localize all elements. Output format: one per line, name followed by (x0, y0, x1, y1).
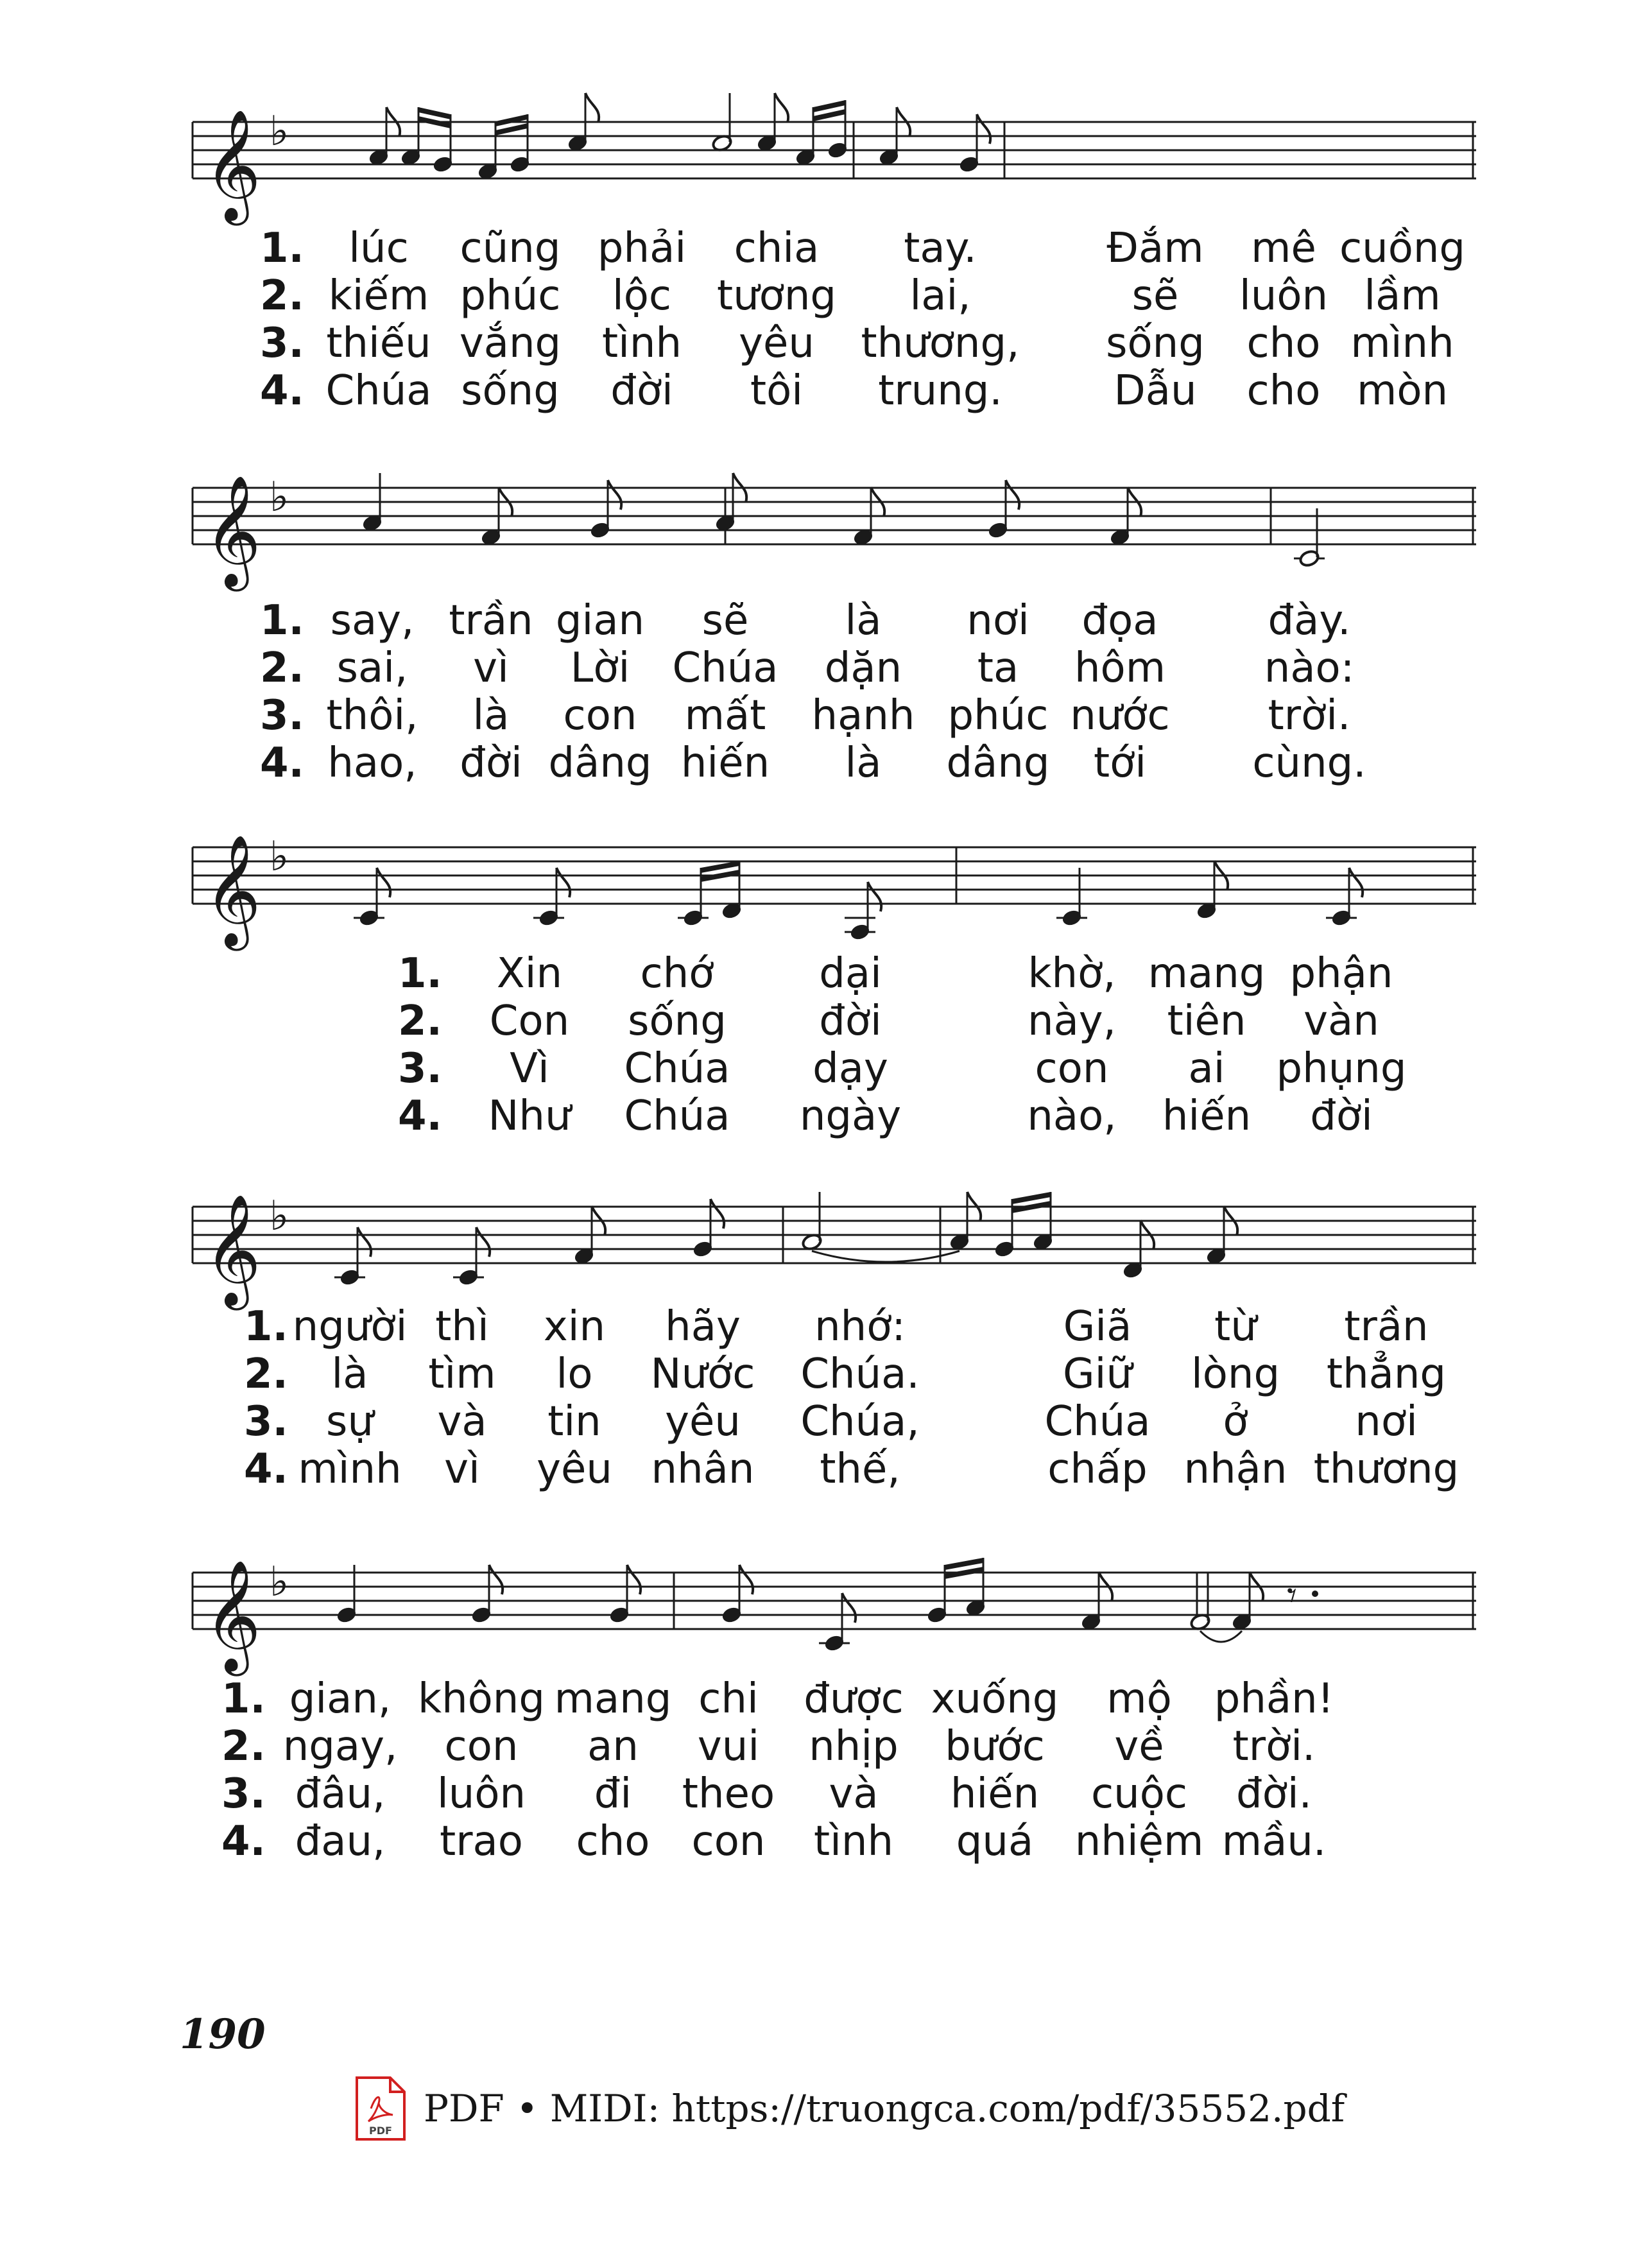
verse-line-2 (0, 644, 1652, 692)
verse-number: 4. (260, 739, 304, 787)
verse-number: 4. (221, 1818, 266, 1865)
lyric-syllable: sống (628, 997, 727, 1045)
lyric-syllable: mang (554, 1675, 672, 1723)
lyric-syllable: hao, (327, 739, 417, 787)
beam (1012, 1192, 1051, 1213)
footer-text: PDF • MIDI: https://truongca.com/pdf/35552.pdf (424, 2087, 1345, 2130)
lyric-syllable: lòng (1191, 1350, 1280, 1398)
lyric-syllable: mình (1350, 320, 1454, 367)
lyric-syllable: Vì (510, 1045, 549, 1092)
lyric-syllable: phần! (1214, 1675, 1334, 1723)
lyric-syllable: con (563, 692, 637, 739)
tie (812, 1251, 959, 1262)
lyric-syllable: an (587, 1723, 639, 1770)
treble-clef-icon: 𝄞 (204, 834, 261, 946)
lyric-syllable: yêu (739, 320, 814, 367)
lyric-syllable: đâu, (295, 1770, 386, 1818)
verse-line-4 (0, 1445, 1652, 1493)
lyric-syllable: Con (489, 997, 570, 1045)
verse-line-4 (0, 739, 1652, 787)
lyric-syllable: tay. (904, 225, 977, 272)
lyric-syllable: và (829, 1770, 879, 1818)
lyric-syllable: Giã (1063, 1303, 1132, 1350)
lyric-syllable: đọa (1081, 597, 1158, 644)
lyric-syllable: Xin (496, 950, 563, 997)
lyric-syllable: yêu (665, 1398, 741, 1445)
verse-number: 2. (398, 997, 442, 1045)
lyric-syllable: Chúa. (800, 1350, 920, 1398)
verse-number: 3. (260, 692, 304, 739)
lyric-syllable: quá (956, 1818, 1034, 1865)
lyric-syllable: tôi (750, 367, 804, 415)
verse-number: 4. (398, 1092, 442, 1140)
lyric-syllable: Như (488, 1092, 571, 1140)
lyric-syllable: tình (814, 1818, 893, 1865)
lyric-syllable: tìm (428, 1350, 496, 1398)
lyric-syllable: này, (1028, 997, 1116, 1045)
lyric-syllable: thế, (820, 1445, 900, 1493)
lyric-syllable: theo (682, 1770, 775, 1818)
treble-clef-icon: 𝄞 (204, 475, 261, 587)
lyric-syllable: ta (977, 644, 1019, 692)
lyric-syllable: chi (698, 1675, 759, 1723)
beam (418, 107, 451, 128)
lyric-syllable: cuồng (1339, 225, 1466, 272)
lyric-syllable: ai (1188, 1045, 1225, 1092)
lyric-syllable: thiếu (326, 320, 431, 367)
verse-number: 3. (221, 1770, 266, 1818)
lyric-syllable: người (292, 1303, 408, 1350)
lyric-syllable: trao (440, 1818, 523, 1865)
lyric-syllable: sống (1106, 320, 1205, 367)
lyric-syllable: Đắm (1106, 225, 1204, 272)
note (1056, 868, 1087, 927)
lyric-syllable: và (437, 1398, 487, 1445)
lyric-syllable: sự (326, 1398, 374, 1445)
lyric-syllable: mê (1251, 225, 1316, 272)
note (994, 1199, 1015, 1259)
flat-key-signature-icon: ♭ (270, 1193, 289, 1240)
lyric-syllable: lầm (1364, 272, 1441, 320)
verse-number: 1. (398, 950, 442, 997)
lyric-syllable: cho (1246, 367, 1321, 415)
verse-line-2 (0, 1350, 1652, 1398)
lyric-syllable: chia (734, 225, 820, 272)
verse-line-1 (0, 950, 1652, 997)
flat-key-signature-icon: ♭ (270, 108, 289, 155)
flat-key-signature-icon: ♭ (270, 833, 289, 881)
lyric-syllable: đời (610, 367, 673, 415)
verse-line-1 (0, 1675, 1652, 1723)
lyric-syllable: con (691, 1818, 766, 1865)
note (1326, 868, 1363, 927)
lyric-syllable: là (472, 692, 510, 739)
lyric-syllable: vì (444, 1445, 480, 1493)
lyric-syllable: Lời (570, 644, 630, 692)
lyric-syllable: hiến (680, 739, 770, 787)
lyric-syllable: cho (576, 1818, 650, 1865)
verse-line-3 (0, 1045, 1652, 1092)
lyric-syllable: luôn (436, 1770, 526, 1818)
lyric-syllable: say, (330, 597, 415, 644)
tie (1200, 1631, 1242, 1642)
verse-line-4 (0, 367, 1652, 415)
note (827, 100, 848, 160)
lyric-syllable: thẳng (1326, 1350, 1447, 1398)
note (1294, 508, 1325, 568)
lyric-syllable: hiến (950, 1770, 1040, 1818)
lyric-syllable: mầu. (1221, 1818, 1327, 1865)
lyric-syllable: lộc (612, 272, 672, 320)
lyric-syllable: đày. (1268, 597, 1351, 644)
lyric-syllable: lo (556, 1350, 593, 1398)
beam (945, 1558, 983, 1579)
lyric-syllable: Dẫu (1114, 367, 1197, 415)
lyric-syllable: dại (819, 950, 882, 997)
lyric-syllable: gian (555, 597, 645, 644)
verse-number: 2. (244, 1350, 288, 1398)
lyric-syllable: không (418, 1675, 545, 1723)
flat-key-signature-icon: ♭ (270, 474, 289, 521)
lyric-syllable: lúc (348, 225, 409, 272)
lyric-syllable: thương (1313, 1445, 1459, 1493)
page-number: 190 (180, 2010, 266, 2058)
lyric-syllable: phải (597, 225, 687, 272)
lyric-syllable: tình (602, 320, 682, 367)
lyric-syllable: gian, (289, 1675, 391, 1723)
beam (701, 861, 739, 882)
lyric-syllable: sai, (336, 644, 408, 692)
lyric-syllable: nhớ: (814, 1303, 906, 1350)
lyric-syllable: hãy (665, 1303, 741, 1350)
lyric-syllable: thì (435, 1303, 489, 1350)
lyric-syllable: nhiệm (1074, 1818, 1204, 1865)
lyric-syllable: ở (1223, 1398, 1248, 1445)
verse-number: 2. (260, 272, 304, 320)
treble-clef-icon: 𝄞 (204, 1560, 261, 1671)
lyric-syllable: sẽ (701, 597, 749, 644)
verse-line-3 (0, 320, 1652, 367)
lyric-syllable: là (845, 739, 882, 787)
rest-dot (1312, 1591, 1318, 1597)
lyric-syllable: vui (697, 1723, 760, 1770)
lyric-syllable: Chúa (624, 1092, 730, 1140)
lyric-syllable: về (1114, 1723, 1164, 1770)
lyric-syllable: vắng (459, 320, 562, 367)
lyric-syllable: tin (547, 1398, 601, 1445)
lyric-syllable: hôm (1074, 644, 1166, 692)
lyric-syllable: thôi, (326, 692, 418, 739)
lyric-syllable: trần (1344, 1303, 1429, 1350)
eighth-rest-icon: 𝄾 (1287, 1573, 1297, 1618)
lyric-syllable: chấp (1047, 1445, 1148, 1493)
lyric-syllable: phúc (947, 692, 1049, 739)
lyric-syllable: đời (819, 997, 882, 1045)
lyric-syllable: trung. (878, 367, 1002, 415)
lyric-syllable: cùng. (1252, 739, 1366, 787)
note (845, 882, 881, 942)
verse-number: 1. (221, 1675, 266, 1723)
footer-link[interactable] (353, 2073, 1345, 2144)
lyric-syllable: Giữ (1063, 1350, 1132, 1398)
lyric-syllable: đi (594, 1770, 632, 1818)
lyric-syllable: phúc (460, 272, 561, 320)
verse-number: 1. (244, 1303, 288, 1350)
beam (495, 114, 528, 135)
verse-line-3 (0, 1398, 1652, 1445)
lyric-syllable: xuống (931, 1675, 1059, 1723)
lyric-syllable: trời. (1232, 1723, 1316, 1770)
lyric-syllable: trần (449, 597, 533, 644)
lyric-syllable: ngay, (282, 1723, 398, 1770)
lyric-syllable: dặn (824, 644, 902, 692)
lyric-syllable: nhịp (809, 1723, 899, 1770)
lyric-syllable: nhận (1183, 1445, 1287, 1493)
verse-line-2 (0, 272, 1652, 320)
lyric-syllable: cho (1246, 320, 1321, 367)
verse-line-1 (0, 225, 1652, 272)
lyric-syllable: lai, (909, 272, 971, 320)
note (334, 1227, 371, 1287)
lyric-syllable: nơi (967, 597, 1029, 644)
lyric-syllable: mất (684, 692, 766, 739)
flat-key-signature-icon: ♭ (270, 1558, 289, 1606)
lyric-syllable: phụng (1276, 1045, 1407, 1092)
lyric-syllable: đời (460, 739, 522, 787)
lyric-syllable: khờ, (1028, 950, 1116, 997)
lyric-syllable: dạy (813, 1045, 888, 1092)
lyric-syllable: con (1035, 1045, 1109, 1092)
lyric-syllable: xin (543, 1303, 606, 1350)
pdf-file-icon (353, 2075, 407, 2142)
lyric-syllable: thương, (861, 320, 1020, 367)
verse-number: 4. (244, 1445, 288, 1493)
treble-clef-icon: 𝄞 (204, 109, 261, 221)
lyric-syllable: mang (1148, 950, 1266, 997)
lyric-syllable: cuộc (1090, 1770, 1188, 1818)
staff (0, 77, 1652, 244)
beam (813, 100, 845, 121)
lyric-syllable: dâng (548, 739, 652, 787)
lyric-syllable: đời (1310, 1092, 1373, 1140)
lyric-syllable: nơi (1355, 1398, 1418, 1445)
verse-line-3 (0, 1770, 1652, 1818)
note (453, 1227, 490, 1287)
lyric-syllable: luôn (1239, 272, 1329, 320)
lyric-syllable: đời. (1236, 1770, 1312, 1818)
lyric-syllable: nào, (1027, 1092, 1117, 1140)
lyric-syllable: sống (461, 367, 560, 415)
lyric-syllable: nào: (1264, 644, 1355, 692)
lyric-syllable: Chúa (1044, 1398, 1151, 1445)
staff (0, 1528, 1652, 1695)
verse-number: 3. (260, 320, 304, 367)
verse-number: 3. (398, 1045, 442, 1092)
lyric-syllable: từ (1214, 1303, 1257, 1350)
note (336, 1565, 357, 1625)
lyric-syllable: vàn (1304, 997, 1379, 1045)
verse-line-1 (0, 1303, 1652, 1350)
verse-number: 2. (260, 644, 304, 692)
lyric-syllable: vì (473, 644, 509, 692)
lyric-syllable: trời. (1268, 692, 1351, 739)
lyric-syllable: yêu (537, 1445, 612, 1493)
lyric-syllable: mộ (1106, 1675, 1172, 1723)
lyric-syllable: được (804, 1675, 904, 1723)
verse-line-4 (0, 1092, 1652, 1140)
treble-clef-icon: 𝄞 (204, 1194, 261, 1306)
lyric-syllable: cũng (460, 225, 561, 272)
lyric-syllable: Chúa (624, 1045, 730, 1092)
verse-line-4 (0, 1818, 1652, 1865)
lyric-syllable: Nước (650, 1350, 755, 1398)
lyric-syllable: sẽ (1131, 272, 1179, 320)
lyric-syllable: bước (945, 1723, 1045, 1770)
lyric-syllable: chớ (640, 950, 714, 997)
verse-number: 1. (260, 597, 304, 644)
lyric-syllable: tới (1093, 739, 1147, 787)
verse-line-1 (0, 597, 1652, 644)
note (533, 868, 570, 927)
note (819, 1593, 856, 1653)
lyric-syllable: nước (1070, 692, 1170, 739)
lyric-syllable: mình (298, 1445, 402, 1493)
verse-line-2 (0, 997, 1652, 1045)
lyric-syllable: hạnh (811, 692, 915, 739)
verse-number: 4. (260, 367, 304, 415)
lyric-syllable: Chúa (672, 644, 779, 692)
lyric-syllable: phận (1289, 950, 1393, 997)
lyric-syllable: tiên (1167, 997, 1246, 1045)
lyric-syllable: hiến (1162, 1092, 1252, 1140)
lyric-syllable: con (444, 1723, 519, 1770)
note (509, 114, 530, 174)
pdf-icon-label: PDF (369, 2125, 392, 2137)
verse-line-2 (0, 1723, 1652, 1770)
verse-number: 1. (260, 225, 304, 272)
lyric-syllable: nhân (651, 1445, 755, 1493)
note (926, 1565, 947, 1625)
lyric-syllable: mòn (1356, 367, 1449, 415)
note (354, 868, 390, 927)
verse-line-3 (0, 692, 1652, 739)
verse-number: 3. (244, 1398, 288, 1445)
lyric-syllable: Chúa, (800, 1398, 920, 1445)
lyric-syllable: Chúa (325, 367, 432, 415)
lyric-syllable: tương (717, 272, 836, 320)
lyric-syllable: ngày (799, 1092, 902, 1140)
lyric-syllable: kiếm (328, 272, 429, 320)
lyric-syllable: là (331, 1350, 368, 1398)
lyric-syllable: dâng (946, 739, 1050, 787)
lyric-syllable: là (845, 597, 882, 644)
staff (0, 802, 1652, 969)
staff (0, 443, 1652, 610)
verse-number: 2. (221, 1723, 266, 1770)
lyric-syllable: đau, (295, 1818, 386, 1865)
